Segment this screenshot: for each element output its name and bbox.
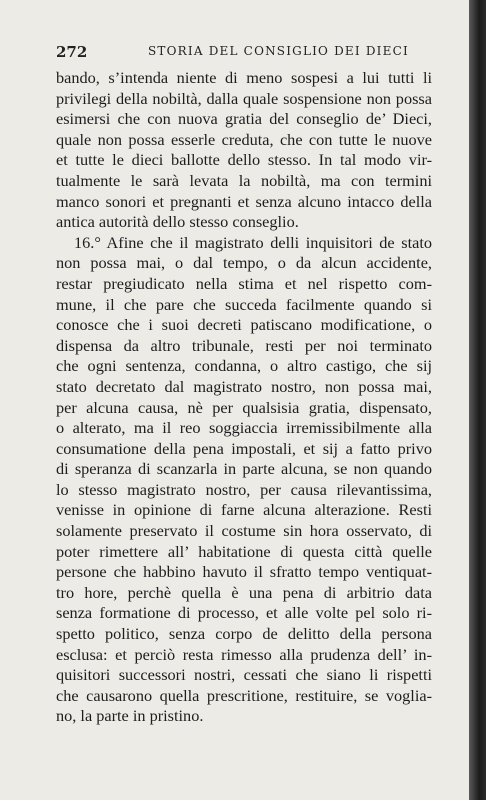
book-spine-shadow — [469, 0, 486, 800]
text-line: dispensa da altro tribunale, resti per noi terminato — [56, 335, 432, 355]
text-line: lo stesso magistrato nostro, per causa rilevantissima, — [56, 479, 432, 499]
text-line: consumatione della pena impostali, et sij a fatto privo — [56, 438, 432, 458]
text-line: privilegi della nobiltà, dalla quale sospensione non possa — [56, 88, 432, 108]
body-text — [56, 68, 432, 727]
text-line: che causarono quella prescritione, restituire, se voglia- — [56, 685, 432, 705]
text-line: di speranza di scanzarla in parte alcuna, se non quando — [56, 459, 432, 479]
text-line: conosce che i suoi decreti patiscano modificatione, o — [56, 315, 432, 335]
running-title: STORIA DEL CONSIGLIO DEI DIECI — [148, 44, 409, 58]
text-line: tualmente le sarà levata la nobiltà, ma con termini — [56, 170, 432, 190]
text-line: esclusa: et perciò resta rimesso alla prudenza dell’ in- — [56, 644, 432, 664]
text-line: stato decretato dal magistrato nostro, non possa mai, — [56, 376, 432, 396]
text-line: o alterato, ma il reo soggiaccia irremissibilmente alla — [56, 418, 432, 438]
text-line: tro hore, perchè quella è una pena di arbitrio data — [56, 582, 432, 602]
text-line: mune, il che pare che succeda facilmente quando si — [56, 294, 432, 314]
page-header — [56, 43, 436, 61]
text-line: et tutte le dieci ballotte dello stesso. In tal modo vir- — [56, 150, 432, 170]
text-line: venisse in opinione di farne alcuna alterazione. Resti — [56, 500, 432, 520]
text-line: che ogni sentenza, condanna, o altro castigo, che sij — [56, 356, 432, 376]
text-line: persone che habbino havuto il sfratto tempo ventiquat- — [56, 562, 432, 582]
text-line: bando, s’intenda niente di meno sospesi a lui tutti li — [56, 68, 432, 87]
text-line: solamente preservato il costume sin hora osservato, di — [56, 521, 432, 541]
text-line: quisitori successori nostri, cessati che siano li rispetti — [56, 665, 432, 685]
page-number: 272 — [56, 43, 88, 61]
text-line: esimersi che con nuova gratia del conseglio de’ Dieci, — [56, 109, 432, 129]
text-line: per alcuna causa, nè per qualsisia gratia, dispensato, — [56, 397, 432, 417]
text-line: manco sonori et pregnanti et senza alcuno intacco della — [56, 191, 432, 211]
text-line: restar pregiudicato nella stima et nel rispetto com- — [56, 273, 432, 293]
text-line: quale non possa esserle creduta, che con tutte le nuove — [56, 129, 432, 149]
text-line: senza formatione di processo, et alle volte pel solo ri- — [56, 603, 432, 623]
text-line: no, la parte in pristino. — [56, 706, 204, 726]
text-line: antica autorità dello stesso conseglio. — [56, 212, 299, 232]
text-line: non possa mai, o dal tempo, o da alcun accidente, — [56, 253, 432, 273]
text-line: spetto politico, senza corpo de delitto della persona — [56, 624, 432, 644]
text-line: poter rimettere all’ habitatione di questa città quelle — [56, 541, 432, 561]
text-line: 16.° Afine che il magistrato delli inquisitori de stato — [74, 232, 432, 252]
